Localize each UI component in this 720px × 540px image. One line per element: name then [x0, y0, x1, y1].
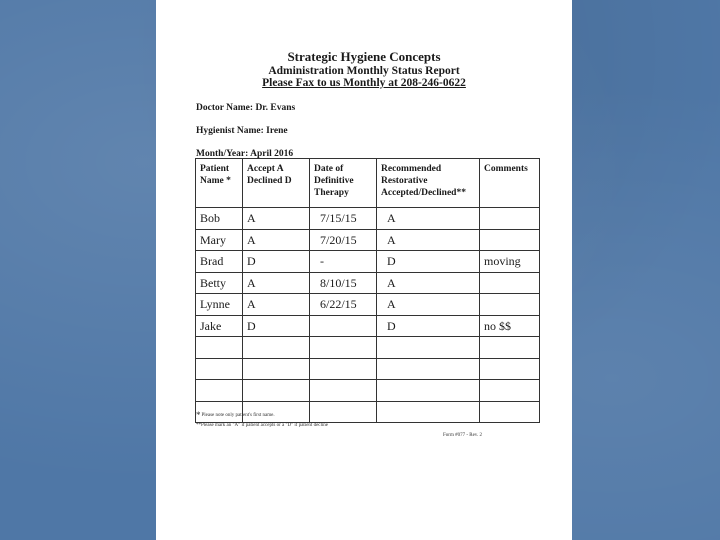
cell-therapy-date: 8/10/15	[310, 272, 377, 294]
cell-accept-declined	[243, 358, 310, 380]
header-patient-name	[196, 159, 243, 208]
cell-comment: no $$	[480, 315, 540, 337]
cell-restorative: D	[377, 315, 480, 337]
cell-comment	[480, 208, 540, 230]
cell-name: Bob	[196, 208, 243, 230]
cell-name: Jake	[196, 315, 243, 337]
header-comments	[480, 159, 540, 208]
cell-comment: moving	[480, 251, 540, 273]
table-row	[196, 208, 540, 230]
cell-restorative: D	[377, 251, 480, 273]
footnote-star: *	[196, 410, 201, 420]
footnote-first-name	[196, 410, 275, 420]
cell-therapy-date	[310, 380, 377, 402]
cell-accept-declined: D	[243, 251, 310, 273]
cell-restorative: A	[377, 272, 480, 294]
table-row	[196, 358, 540, 380]
table-row	[196, 380, 540, 402]
cell-comment	[480, 337, 540, 359]
header-text: Accept A	[247, 164, 284, 174]
header-text: Restorative	[381, 175, 428, 186]
cell-accept-declined	[243, 337, 310, 359]
table-header-row	[196, 159, 540, 208]
cell-comment	[480, 401, 540, 423]
cell-accept-declined: A	[243, 294, 310, 316]
form-number: Form #077 - Rev. 2	[443, 433, 482, 438]
cell-therapy-date	[310, 358, 377, 380]
header-text: Declined D	[247, 175, 292, 186]
header-text: Recommended	[381, 164, 442, 174]
cell-comment	[480, 358, 540, 380]
header-therapy-date	[310, 159, 377, 208]
table-row	[196, 251, 540, 273]
cell-accept-declined: A	[243, 272, 310, 294]
table-row	[196, 294, 540, 316]
report-subtitle: Administration Monthly Status Report	[268, 65, 460, 77]
cell-name: Lynne	[196, 294, 243, 316]
header-restorative	[377, 159, 480, 208]
table-row	[196, 272, 540, 294]
header-text: Definitive	[314, 175, 354, 186]
cell-comment	[480, 229, 540, 251]
cell-comment	[480, 380, 540, 402]
status-table	[195, 158, 540, 423]
cell-restorative	[377, 380, 480, 402]
cell-restorative: A	[377, 208, 480, 230]
cell-restorative: A	[377, 229, 480, 251]
cell-therapy-date	[310, 315, 377, 337]
header-accept-declined	[243, 159, 310, 208]
cell-accept-declined: D	[243, 315, 310, 337]
table-row	[196, 229, 540, 251]
cell-name	[196, 380, 243, 402]
cell-name	[196, 358, 243, 380]
cell-comment	[480, 294, 540, 316]
header-text: Accepted/Declined**	[381, 187, 466, 198]
cell-restorative	[377, 401, 480, 423]
report-page	[156, 0, 572, 540]
doctor-name-field: Doctor Name: Dr. Evans	[196, 103, 296, 113]
cell-accept-declined: A	[243, 208, 310, 230]
header-text: Patient	[200, 164, 230, 174]
report-title: Strategic Hygiene Concepts	[287, 49, 441, 64]
footnote-accept-decline: **Please mark an "A" if patient accepts or a "D" if patient decline	[196, 423, 329, 428]
cell-restorative: A	[377, 294, 480, 316]
fax-instruction: Please Fax to us Monthly at 208-246-0622	[262, 77, 466, 89]
cell-name: Brad	[196, 251, 243, 273]
table-row	[196, 337, 540, 359]
cell-therapy-date: 6/22/15	[310, 294, 377, 316]
table-row	[196, 315, 540, 337]
cell-name: Mary	[196, 229, 243, 251]
cell-therapy-date: 7/15/15	[310, 208, 377, 230]
month-year-field: Month/Year: April 2016	[196, 149, 294, 159]
footnote-text: Please note only patient's first name.	[201, 413, 275, 418]
hygienist-name-field: Hygienist Name: Irene	[196, 126, 288, 136]
cell-restorative	[377, 358, 480, 380]
cell-therapy-date: 7/20/15	[310, 229, 377, 251]
cell-name: Betty	[196, 272, 243, 294]
cell-therapy-date: -	[310, 251, 377, 273]
header-text: Date of	[314, 164, 344, 174]
cell-name	[196, 337, 243, 359]
cell-therapy-date	[310, 401, 377, 423]
header-text: Comments	[484, 164, 528, 174]
cell-therapy-date	[310, 337, 377, 359]
cell-accept-declined: A	[243, 229, 310, 251]
header-text: Therapy	[314, 187, 349, 198]
cell-restorative	[377, 337, 480, 359]
cell-accept-declined	[243, 380, 310, 402]
cell-comment	[480, 272, 540, 294]
header-text: Name *	[200, 175, 231, 186]
